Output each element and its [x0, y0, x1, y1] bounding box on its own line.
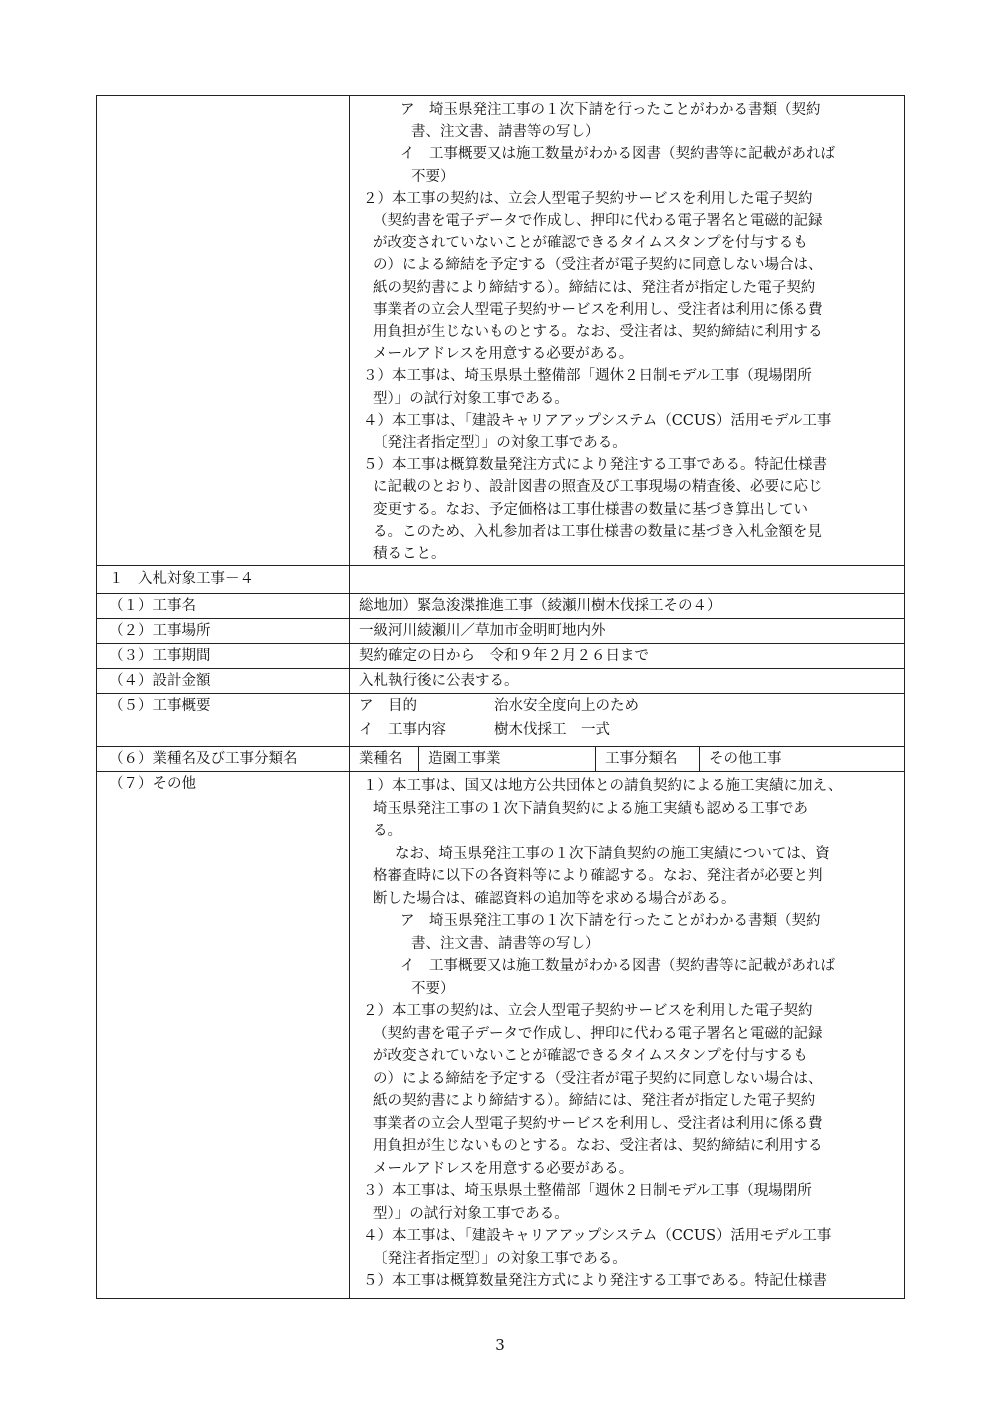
continuation-line: に記載のとおり、設計図書の照査及び工事現場の精査後、必要に応じ: [373, 479, 823, 496]
page-number: 3: [495, 1336, 505, 1354]
overview-label: （５）工事概要: [109, 698, 211, 714]
continuation-line: ２）本工事の契約は、立会人型電子契約サービスを利用した電子契約: [363, 190, 813, 207]
continuation-line: 積ること。: [373, 546, 446, 562]
other-line: ４）本工事は、「建設キャリアアップシステム（CCUS）活用モデル工事: [363, 1228, 832, 1244]
other-line: 紙の契約書により締結する）。締結には、発注者が指定した電子契約: [373, 1093, 816, 1109]
overview-purpose-key: ア 目的: [359, 698, 417, 714]
other-line: 書、注文書、請書等の写し）: [411, 935, 600, 952]
price-value: 入札執行後に公表する。: [359, 673, 519, 689]
continuation-line: メールアドレスを用意する必要がある。: [373, 346, 634, 363]
row-divider: [97, 693, 904, 694]
place-label: （２）工事場所: [109, 623, 211, 639]
continuation-line: 書、注文書、請書等の写し）: [411, 124, 600, 141]
other-line: （契約書を電子データで作成し、押印に代わる電子署名と電磁的記録: [373, 1025, 823, 1042]
continuation-line: の）による締結を予定する（受注者が電子契約に同意しない場合は、: [373, 257, 823, 274]
other-line: 断した場合は、確認資料の追加等を求める場合がある。: [373, 890, 736, 907]
row-divider: [97, 771, 904, 772]
continuation-line: ３）本工事は、埼玉県県土整備部「週休２日制モデル工事（現場閉所: [363, 368, 812, 385]
row-divider: [97, 565, 904, 566]
row-divider: [97, 643, 904, 644]
continuation-line: 紙の契約書により締結する）。締結には、発注者が指定した電子契約: [373, 279, 816, 296]
other-line: 型）」の試行対象工事である。: [373, 1205, 569, 1222]
continuation-line: 事業者の立会人型電子契約サービスを利用し、受注者は利用に係る費: [373, 301, 823, 318]
other-line: １）本工事は、国又は地方公共団体との請負契約による施工実績に加え、: [363, 778, 843, 794]
other-label: （７）その他: [109, 776, 196, 792]
sub-divider: [418, 746, 419, 771]
other-line: 埼玉県発注工事の１次下請負契約による施工実績も認める工事であ: [373, 800, 808, 817]
industry-value: 造園工事業: [428, 751, 501, 767]
name-value: 総地加）緊急浚渫推進工事（綾瀬川樹木伐採工その４）: [359, 598, 722, 614]
continuation-line: ４）本工事は、「建設キャリアアップシステム（CCUS）活用モデル工事: [363, 412, 832, 429]
row-divider: [97, 593, 904, 594]
place-value: 一級河川綾瀬川／草加市金明町地内外: [359, 623, 606, 639]
period-label: （３）工事期間: [109, 648, 211, 664]
period-value: 契約確定の日から 令和９年２月２６日まで: [359, 648, 649, 664]
continuation-line: 型）」の試行対象工事である。: [373, 390, 569, 407]
spec-table: [96, 95, 905, 1299]
other-line: 〔発注者指定型〕」の対象工事である。: [373, 1250, 627, 1267]
other-line: メールアドレスを用意する必要がある。: [373, 1160, 634, 1177]
name-label: （１）工事名: [109, 598, 196, 614]
continuation-line: 不要）: [411, 168, 455, 185]
continuation-line: イ 工事概要又は施工数量がわかる図書（契約書等に記載があれば: [400, 146, 835, 163]
sub-divider: [595, 746, 596, 771]
overview-content-key: イ 工事内容: [359, 722, 446, 738]
other-line: る。: [373, 823, 402, 839]
other-line: なお、埼玉県発注工事の１次下請負契約の施工実績については、資: [395, 845, 830, 862]
price-label: （４）設計金額: [109, 673, 211, 689]
other-line: イ 工事概要又は施工数量がわかる図書（契約書等に記載があれば: [400, 958, 835, 974]
other-line: が改変されていないことが確認できるタイムスタンプを付与するも: [373, 1048, 808, 1064]
other-line: 格審査時に以下の各資料等により確認する。なお、発注者が必要と判: [373, 868, 823, 884]
column-divider: [349, 96, 350, 1298]
row-divider: [97, 668, 904, 669]
continuation-line: が改変されていないことが確認できるタイムスタンプを付与するも: [373, 235, 808, 252]
row-divider: [97, 618, 904, 619]
other-line: の）による締結を予定する（受注者が電子契約に同意しない場合は、: [373, 1070, 823, 1087]
continuation-line: 用負担が生じないものとする。なお、受注者は、契約締結に利用する: [373, 324, 823, 340]
other-line: ア 埼玉県発注工事の１次下請を行ったことがわかる書類（契約: [400, 913, 821, 929]
other-line: 事業者の立会人型電子契約サービスを利用し、受注者は利用に係る費: [373, 1115, 823, 1132]
industry-key: 業種名: [359, 751, 403, 767]
other-line: ５）本工事は概算数量発注方式により発注する工事である。特記仕様書: [363, 1273, 827, 1289]
continuation-line: 変更する。なお、予定価格は工事仕様書の数量に基づき算出してい: [373, 501, 808, 518]
other-line: ３）本工事は、埼玉県県土整備部「週休２日制モデル工事（現場閉所: [363, 1183, 812, 1199]
other-line: 不要）: [411, 980, 455, 997]
continuation-line: ５）本工事は概算数量発注方式により発注する工事である。特記仕様書: [363, 457, 827, 474]
continuation-line: ア 埼玉県発注工事の１次下請を行ったことがわかる書類（契約: [400, 102, 821, 118]
other-line: ２）本工事の契約は、立会人型電子契約サービスを利用した電子契約: [363, 1003, 813, 1019]
continuation-line: 〔発注者指定型〕」の対象工事である。: [373, 435, 627, 451]
class-value: その他工事: [709, 751, 782, 767]
category-label: （６）業種名及び工事分類名: [109, 751, 298, 767]
overview-content-value: 樹木伐採工 一式: [494, 722, 610, 738]
continuation-line: る。このため、入札参加者は工事仕様書の数量に基づき入札金額を見: [373, 523, 822, 540]
sub-divider: [699, 746, 700, 771]
overview-purpose-value: 治水安全度向上のため: [494, 698, 639, 714]
class-key: 工事分類名: [605, 751, 678, 767]
section-title: １ 入札対象工事－４: [109, 571, 254, 587]
continuation-line: （契約書を電子データで作成し、押印に代わる電子署名と電磁的記録: [373, 213, 823, 229]
other-line: 用負担が生じないものとする。なお、受注者は、契約締結に利用する: [373, 1138, 823, 1154]
